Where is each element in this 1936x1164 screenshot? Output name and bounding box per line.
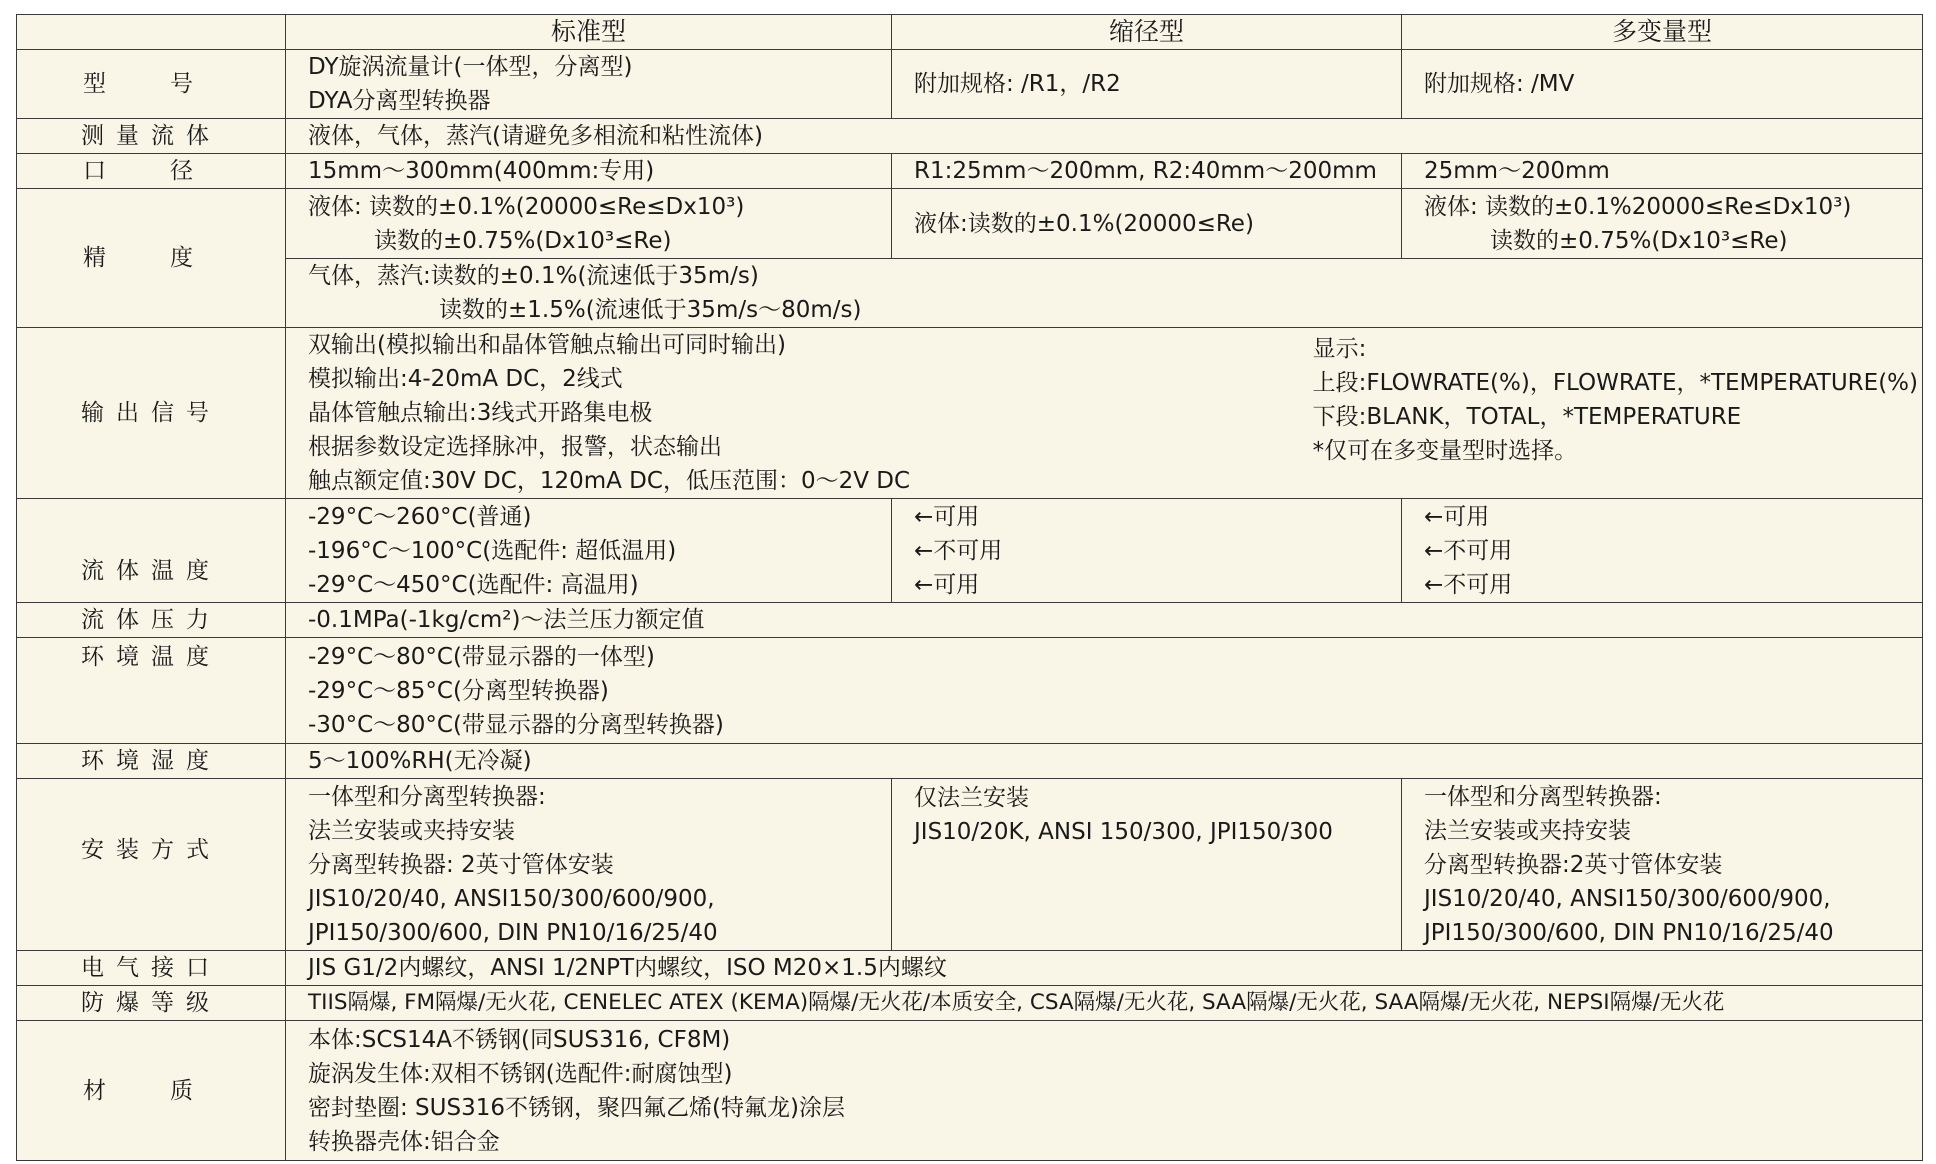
- accuracy-gas-line: 读数的±1.5%(流速低于35m/s～80m/s): [439, 297, 862, 323]
- row-amb-temp: [17, 638, 1923, 744]
- install-standard: [286, 779, 892, 951]
- fluid-temp-line: -29°C～450°C(选配件: 高温用): [308, 571, 639, 598]
- display-line: 显示:: [1312, 336, 1367, 362]
- model-reduced: 附加规格: /R1，/R2: [892, 50, 1402, 119]
- accuracy-standard-line: 读数的±0.75%(Dx10³≤Re): [374, 227, 672, 254]
- row-model: [17, 50, 1923, 119]
- fluid-temp-line: ←可用: [914, 571, 980, 598]
- header-multivariable: 多变量型: [1402, 15, 1923, 50]
- output-left: [308, 328, 910, 498]
- install-line: JPI150/300/600, DIN PN10/16/25/40: [1424, 919, 1834, 946]
- fluid-temp-multivariable: [1402, 499, 1923, 603]
- display-line: *仅可在多变量型时选择。: [1312, 438, 1578, 464]
- label-humidity: 环境湿度: [17, 744, 286, 779]
- fluid-temp-line: ←不可用: [1424, 537, 1513, 564]
- material-line: 旋涡发生体:双相不锈钢(选配件:耐腐蚀型): [308, 1060, 733, 1087]
- fluid-temp-line: ←不可用: [914, 537, 1003, 564]
- fluid-temp-line: ←可用: [914, 503, 980, 530]
- fluid-temp-line: ←可用: [1424, 503, 1490, 530]
- row-explosion: [17, 986, 1923, 1021]
- model-standard: [286, 50, 892, 119]
- amb-temp-value: [286, 638, 1923, 744]
- display-line: 上段:FLOWRATE(%)，FLOWRATE，*TEMPERATURE(%): [1312, 370, 1918, 396]
- fluid-temp-standard: [286, 499, 892, 603]
- output-line: 触点额定值:30V DC，120mA DC，低压范围：0～2V DC: [308, 468, 911, 494]
- install-reduced: [892, 779, 1402, 951]
- accuracy-multi-line: 读数的±0.75%(Dx10³≤Re): [1490, 227, 1788, 254]
- amb-temp-line: -29°C～80°C(带显示器的一体型): [308, 643, 655, 670]
- accuracy-multivariable: [1402, 189, 1923, 259]
- model-multivariable: 附加规格: /MV: [1402, 50, 1923, 119]
- electric-value: JIS G1/2内螺纹，ANSI 1/2NPT内螺纹，ISO M20×1.5内螺纹: [286, 951, 1923, 986]
- fluid-temp-reduced: [892, 499, 1402, 603]
- output-line: 晶体管触点输出:3线式开路集电极: [308, 400, 653, 426]
- install-line: 一体型和分离型转换器:: [308, 783, 546, 810]
- install-line: 分离型转换器:2英寸管体安装: [1424, 851, 1723, 878]
- accuracy-standard: [286, 189, 892, 259]
- fluid-value: 液体，气体，蒸汽(请避免多相流和粘性流体): [286, 119, 1923, 154]
- amb-temp-line: -29°C～85°C(分离型转换器): [308, 677, 609, 704]
- row-electric: [17, 951, 1923, 986]
- label-output: 输出信号: [17, 328, 286, 499]
- label-fluid-temp: 流体温度: [17, 499, 286, 603]
- fluid-temp-line: -196°C～100°C(选配件: 超低温用): [308, 537, 677, 564]
- install-line: 法兰安装或夹持安装: [1424, 817, 1631, 844]
- output-right: [1313, 332, 1918, 498]
- install-line: JIS10/20K, ANSI 150/300, JPI150/300: [914, 819, 1333, 845]
- accuracy-standard-line: 液体: 读数的±0.1%(20000≤Re≤Dx10³): [308, 193, 745, 220]
- label-explosion: 防爆等级: [17, 986, 286, 1021]
- install-line: JPI150/300/600, DIN PN10/16/25/40: [308, 919, 718, 946]
- output-line: 双输出(模拟输出和晶体管触点输出可同时输出): [308, 332, 786, 358]
- header-reduced: 缩径型: [892, 15, 1402, 50]
- output-value: [286, 328, 1923, 499]
- row-pressure: [17, 603, 1923, 638]
- humidity-value: 5～100%RH(无冷凝): [286, 744, 1923, 779]
- output-line: 模拟输出:4-20mA DC，2线式: [308, 366, 623, 392]
- amb-temp-line: -30°C～80°C(带显示器的分离型转换器): [308, 711, 724, 738]
- label-diameter: 口径: [17, 154, 286, 189]
- accuracy-multi-line: 液体: 读数的±0.1%20000≤Re≤Dx10³): [1424, 193, 1852, 220]
- label-material: 材质: [17, 1021, 286, 1161]
- accuracy-gas: [286, 259, 1923, 328]
- install-line: JIS10/20/40, ANSI150/300/600/900,: [1424, 885, 1831, 912]
- accuracy-gas-line: 气体，蒸汽:读数的±0.1%(流速低于35m/s): [308, 263, 759, 289]
- install-multivariable: [1402, 779, 1923, 951]
- diameter-multivariable: 25mm～200mm: [1402, 154, 1923, 189]
- install-line: JIS10/20/40, ANSI150/300/600/900,: [308, 885, 715, 912]
- explosion-value: TIIS隔爆, FM隔爆/无火花, CENELEC ATEX (KEMA)隔爆/无火花/本质安全, CSA隔爆/无火花, SAA隔爆/无火花, SAA隔爆/无火花, NEPSI隔爆/无火花: [286, 986, 1923, 1021]
- fluid-temp-line: -29°C～260°C(普通): [308, 503, 532, 530]
- row-fluid-temp: [17, 499, 1923, 603]
- header-row: [17, 15, 1923, 50]
- install-line: 一体型和分离型转换器:: [1424, 783, 1662, 810]
- row-install: [17, 779, 1923, 951]
- label-accuracy: 精度: [17, 189, 286, 328]
- material-line: 本体:SCS14A不锈钢(同SUS316, CF8M): [308, 1026, 731, 1053]
- diameter-standard: 15mm～300mm(400mm:专用): [286, 154, 892, 189]
- row-fluid: [17, 119, 1923, 154]
- label-install: 安装方式: [17, 779, 286, 951]
- install-line: 分离型转换器: 2英寸管体安装: [308, 851, 614, 878]
- row-accuracy-liquid: [17, 189, 1923, 259]
- label-fluid: 测量流体: [17, 119, 286, 154]
- spec-table: [16, 14, 1923, 1161]
- row-material: [17, 1021, 1923, 1161]
- label-pressure: 流体压力: [17, 603, 286, 638]
- row-diameter: [17, 154, 1923, 189]
- model-standard-line: DY旋涡流量计(一体型，分离型): [308, 54, 633, 80]
- header-corner: [17, 15, 286, 50]
- display-line: 下段:BLANK，TOTAL，*TEMPERATURE: [1312, 404, 1742, 430]
- row-humidity: [17, 744, 1923, 779]
- material-value: [286, 1021, 1923, 1161]
- label-model: 型号: [17, 50, 286, 119]
- accuracy-reduced: 液体:读数的±0.1%(20000≤Re): [892, 189, 1402, 259]
- model-standard-line: DYA分离型转换器: [308, 88, 491, 114]
- diameter-reduced: R1:25mm～200mm, R2:40mm～200mm: [892, 154, 1402, 189]
- label-electric: 电气接口: [17, 951, 286, 986]
- install-line: 仅法兰安装: [914, 785, 1029, 811]
- row-output: [17, 328, 1923, 499]
- pressure-value: -0.1MPa(-1kg/cm²)～法兰压力额定值: [286, 603, 1923, 638]
- material-line: 密封垫圈: SUS316不锈钢，聚四氟乙烯(特氟龙)涂层: [308, 1094, 845, 1121]
- header-standard: 标准型: [286, 15, 892, 50]
- row-accuracy-gas: [17, 259, 1923, 328]
- output-line: 根据参数设定选择脉冲，报警，状态输出: [308, 434, 722, 460]
- material-line: 转换器壳体:铝合金: [308, 1128, 500, 1155]
- label-amb-temp: 环境温度: [17, 638, 286, 744]
- fluid-temp-line: ←不可用: [1424, 571, 1513, 598]
- install-line: 法兰安装或夹持安装: [308, 817, 515, 844]
